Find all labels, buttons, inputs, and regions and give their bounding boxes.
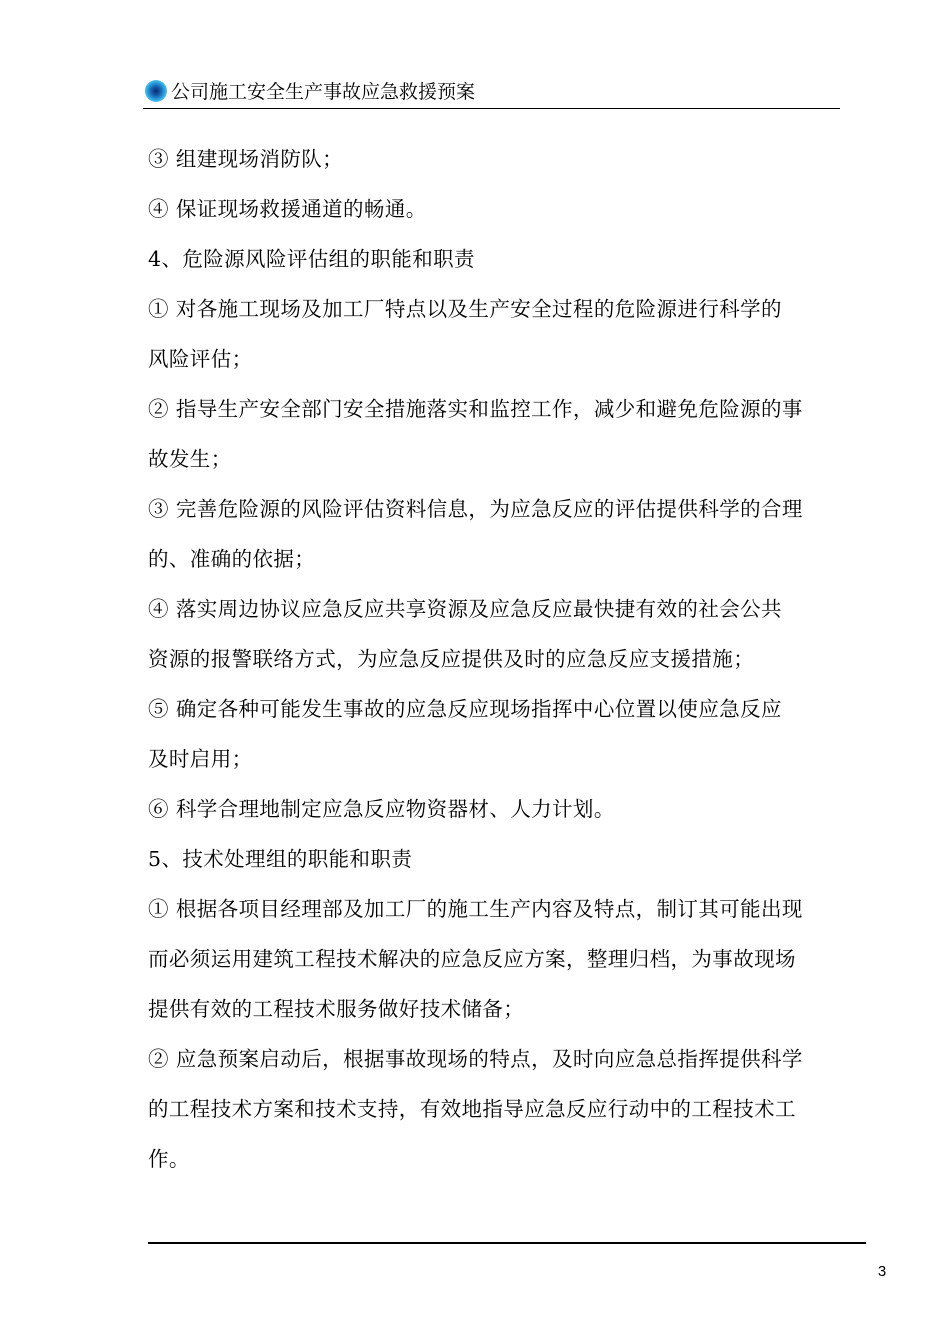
body-line: 风险评估；: [148, 347, 253, 371]
body-line: 的工程技术方案和技术支持，有效地指导应急反应行动中的工程技术工: [148, 1097, 796, 1121]
body-line: ① 根据各项目经理部及加工厂的施工生产内容及特点，制订其可能出现: [148, 897, 803, 921]
body-line: 的、准确的依据；: [148, 547, 316, 571]
document-body: [148, 134, 850, 1184]
body-line: ④ 落实周边协议应急反应共享资源及应急反应最快捷有效的社会公共: [148, 597, 782, 621]
body-line: ⑤ 确定各种可能发生事故的应急反应现场指挥中心位置以使应急反应: [148, 697, 782, 721]
body-line: ④ 保证现场救援通道的畅通。: [148, 197, 427, 221]
body-line: ③ 完善危险源的风险评估资料信息，为应急反应的评估提供科学的合理: [148, 497, 803, 521]
globe-logo-icon: [145, 80, 167, 102]
body-line: 作。: [148, 1147, 190, 1171]
body-line: 提供有效的工程技术服务做好技术储备；: [148, 997, 525, 1021]
page-number: 3: [877, 1263, 887, 1280]
footer-rule: [148, 1242, 866, 1244]
body-line: ② 指导生产安全部门安全措施落实和监控工作，减少和避免危险源的事: [148, 397, 803, 421]
header-title: 公司施工安全生产事故应急救援预案: [171, 81, 476, 103]
body-line: ② 应急预案启动后，根据事故现场的特点，及时向应急总指挥提供科学: [148, 1047, 803, 1071]
body-line: 资源的报警联络方式，为应急反应提供及时的应急反应支援措施；: [148, 647, 755, 671]
section-heading: 4、危险源风险评估组的职能和职责: [148, 247, 475, 271]
body-line: ⑥ 科学合理地制定应急反应物资器材、人力计划。: [148, 797, 615, 821]
body-line: ① 对各施工现场及加工厂特点以及生产安全过程的危险源进行科学的: [148, 297, 782, 321]
page-header: [143, 76, 840, 109]
body-line: 故发生；: [148, 447, 232, 471]
section-heading: 5、技术处理组的职能和职责: [148, 847, 413, 871]
body-line: ③ 组建现场消防队；: [148, 147, 344, 171]
body-line: 而必须运用建筑工程技术解决的应急反应方案，整理归档，为事故现场: [148, 947, 796, 971]
body-line: 及时启用；: [148, 747, 253, 771]
